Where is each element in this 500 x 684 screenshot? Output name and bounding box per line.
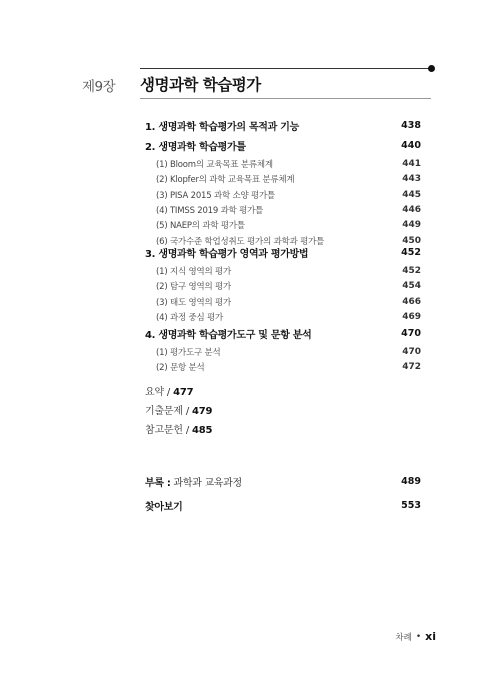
toc-subsection-title: (5) NAEP의 과학 평가틀 <box>156 221 245 232</box>
toc-subsection-title: (1) 평가도구 분석 <box>156 348 221 358</box>
toc-subsection-page: 452 <box>402 266 421 276</box>
misc-exam-page: 479 <box>191 406 213 417</box>
chapter-rule-dot <box>428 65 435 72</box>
toc-subsection[interactable] <box>145 345 421 359</box>
page-footer <box>395 630 436 643</box>
toc-subsection-page: 469 <box>402 311 421 322</box>
toc-section-page: 438 <box>401 119 421 131</box>
toc-subsection[interactable] <box>145 157 421 171</box>
appendix-page: 489 <box>401 476 421 487</box>
appendix-label: 부록 : <box>145 478 171 489</box>
toc-subsection-page: 450 <box>402 235 421 246</box>
toc-subsection[interactable] <box>145 218 421 232</box>
toc-subsection[interactable] <box>145 279 421 293</box>
toc-subsection-page: 445 <box>402 189 421 200</box>
toc-subsection-title: (1) 지식 영역의 평가 <box>156 267 232 277</box>
toc-subsection-title: (1) Bloom의 교육목표 분류체계 <box>156 160 273 170</box>
index-row[interactable] <box>145 498 421 513</box>
footer-page-number: xi <box>425 630 436 643</box>
toc-subsection-title: (2) Klopfer의 과학 교육목표 분류체계 <box>156 175 295 186</box>
toc-subsection-page: 466 <box>402 296 421 307</box>
toc-subsection[interactable] <box>145 360 421 374</box>
toc-subsection-page: 472 <box>402 362 421 373</box>
toc-subsection-page: 446 <box>402 204 421 215</box>
toc-subsection-title: (6) 국가수준 학업성취도 평가의 과학과 평가틀 <box>156 236 325 247</box>
toc-subsection-page: 441 <box>402 159 421 169</box>
chapter-label: 제9장 <box>82 79 116 95</box>
misc-references[interactable]: 참고문헌 / 485 <box>145 425 213 436</box>
toc-section[interactable] <box>145 138 421 152</box>
toc-subsection[interactable] <box>145 295 421 309</box>
appendix-title: 과학과 교육과정 <box>170 478 242 489</box>
toc-subsection[interactable] <box>145 310 421 324</box>
toc-subsection[interactable] <box>145 172 421 186</box>
toc-section-title: 3. 생명과학 학습평가 영역과 평가방법 <box>145 248 309 260</box>
toc-section[interactable] <box>145 118 421 132</box>
index-title: 찾아보기 <box>145 502 183 513</box>
toc-section-page: 452 <box>401 246 421 258</box>
chapter-title: 생명과학 학습평가 <box>140 76 261 94</box>
toc-section-title: 1. 생명과학 학습평가의 목적과 기능 <box>145 121 299 133</box>
footer-section: 차례 <box>395 632 412 643</box>
toc-subsection-title: (3) PISA 2015 과학 소양 평가틀 <box>156 190 276 201</box>
toc-subsection[interactable] <box>145 264 421 278</box>
toc-subsection-page: 454 <box>402 281 421 292</box>
toc-section[interactable] <box>145 326 421 340</box>
toc-subsection-page: 443 <box>402 174 421 185</box>
footer-bullet: • <box>415 631 422 642</box>
chapter-rule <box>140 68 431 69</box>
misc-summary-page: 477 <box>173 387 194 398</box>
appendix-row[interactable] <box>145 474 421 489</box>
toc-subsection-title: (2) 문항 분석 <box>156 363 205 374</box>
toc-subsection-title: (4) TIMSS 2019 과학 평가틀 <box>156 205 264 216</box>
toc-subsection[interactable] <box>145 188 421 202</box>
toc-section-page: 470 <box>401 327 421 339</box>
toc-section-page: 440 <box>401 139 421 151</box>
toc-subsection[interactable] <box>145 203 421 217</box>
toc-subsection-title: (2) 탐구 영역의 평가 <box>156 282 232 293</box>
misc-summary[interactable]: 요약 / 477 <box>145 387 194 398</box>
toc-subsection-title: (3) 태도 영역의 평가 <box>156 297 232 308</box>
toc-section-title: 2. 생명과학 학습평가틀 <box>145 141 246 153</box>
toc-section-title: 4. 생명과학 학습평가도구 및 문항 분석 <box>145 329 312 341</box>
misc-exam[interactable]: 기출문제 / 479 <box>145 406 213 417</box>
misc-references-page: 485 <box>191 425 213 436</box>
toc-section[interactable] <box>145 245 421 259</box>
chapter-rule-bottom <box>140 98 431 99</box>
toc-subsection-page: 449 <box>402 220 421 231</box>
toc-subsection-title: (4) 과정 중심 평가 <box>156 312 224 323</box>
index-page: 553 <box>401 500 421 511</box>
toc-subsection-page: 470 <box>402 347 421 357</box>
